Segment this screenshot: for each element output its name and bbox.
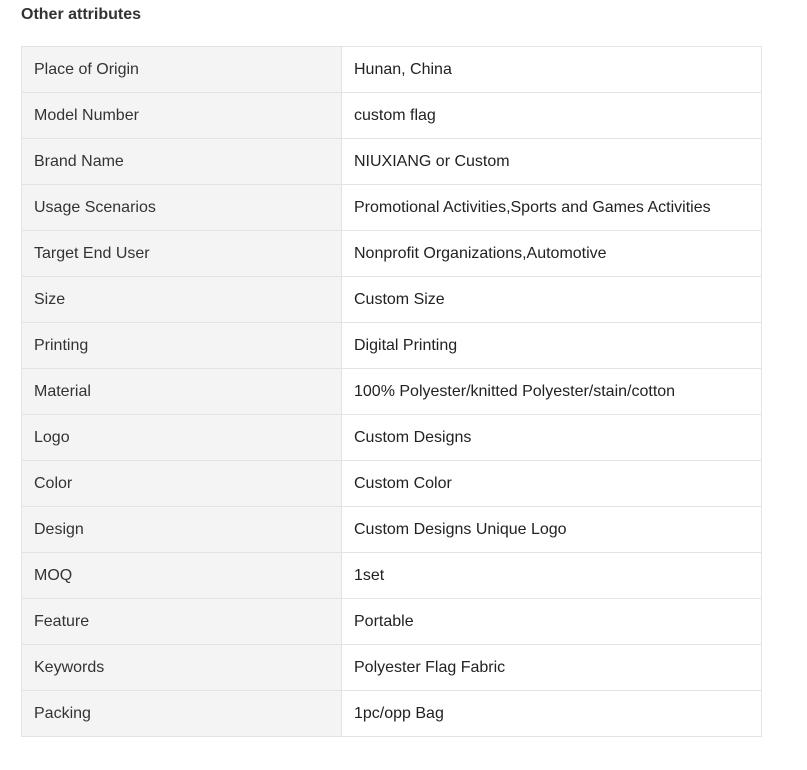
attribute-value: 100% Polyester/knitted Polyester/stain/cotton [342, 369, 762, 415]
attribute-name: Size [22, 277, 342, 323]
table-row [22, 645, 762, 691]
attribute-name: Target End User [22, 231, 342, 277]
attribute-name: Usage Scenarios [22, 185, 342, 231]
attribute-name: Model Number [22, 93, 342, 139]
attribute-name: Design [22, 507, 342, 553]
attribute-name: Brand Name [22, 139, 342, 185]
attribute-value: 1pc/opp Bag [342, 691, 762, 737]
attribute-value: Custom Designs [342, 415, 762, 461]
attribute-name: Place of Origin [22, 47, 342, 93]
attribute-value: Hunan, China [342, 47, 762, 93]
attributes-table [21, 46, 762, 737]
attribute-value: Custom Designs Unique Logo [342, 507, 762, 553]
table-row [22, 369, 762, 415]
attribute-value: Custom Color [342, 461, 762, 507]
attribute-name: Packing [22, 691, 342, 737]
attribute-name: Feature [22, 599, 342, 645]
attribute-name: Keywords [22, 645, 342, 691]
attribute-value: Custom Size [342, 277, 762, 323]
table-row [22, 553, 762, 599]
table-row [22, 139, 762, 185]
attribute-value: Portable [342, 599, 762, 645]
table-row [22, 507, 762, 553]
attribute-name: Printing [22, 323, 342, 369]
table-row [22, 323, 762, 369]
attribute-value: custom flag [342, 93, 762, 139]
attribute-value: Polyester Flag Fabric [342, 645, 762, 691]
section-title: Other attributes [21, 6, 142, 23]
table-row [22, 277, 762, 323]
table-row [22, 93, 762, 139]
attribute-value: Promotional Activities,Sports and Games Activities [342, 185, 762, 231]
attribute-name: Logo [22, 415, 342, 461]
attribute-value: 1set [342, 553, 762, 599]
table-row [22, 185, 762, 231]
attribute-value: NIUXIANG or Custom [342, 139, 762, 185]
table-row [22, 47, 762, 93]
table-row [22, 599, 762, 645]
attribute-name: MOQ [22, 553, 342, 599]
attribute-value: Digital Printing [342, 323, 762, 369]
table-row [22, 231, 762, 277]
attribute-name: Material [22, 369, 342, 415]
table-row [22, 691, 762, 737]
attribute-name: Color [22, 461, 342, 507]
table-row [22, 461, 762, 507]
table-row [22, 415, 762, 461]
attribute-value: Nonprofit Organizations,Automotive [342, 231, 762, 277]
